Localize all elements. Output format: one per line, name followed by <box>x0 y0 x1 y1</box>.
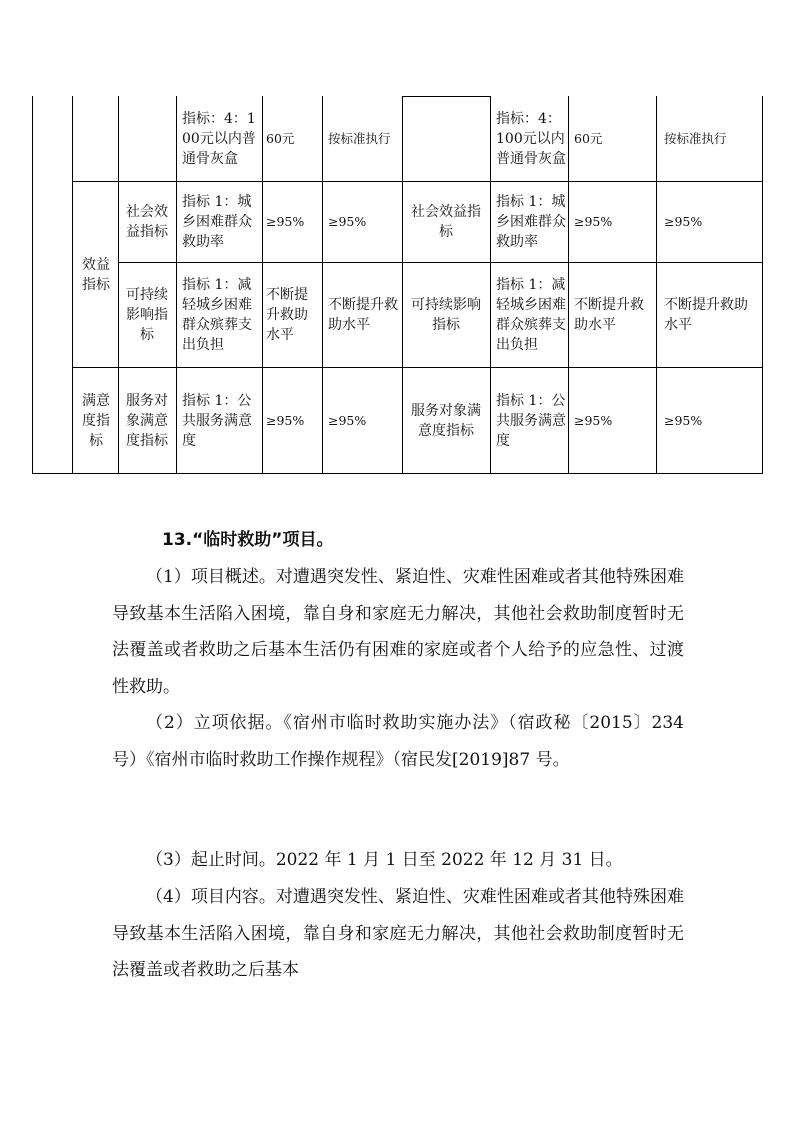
standard-value: 按标准执行 <box>664 131 727 146</box>
table-cell <box>328 182 398 262</box>
table-cell <box>664 368 760 473</box>
table-cell <box>664 182 760 262</box>
category-label: 效益指标 <box>82 256 110 293</box>
table-divider <box>322 96 323 474</box>
table-cell <box>574 263 654 367</box>
table-cell <box>266 98 320 180</box>
paragraph-period: （3）起止时间。2022 年 1 月 1 日至 2022 年 12 月 31 日。 <box>146 850 623 870</box>
table-rule <box>402 96 490 97</box>
paragraph-basis: （2）立项依据。《宿州市临时救助实施办法》（宿政秘〔2015〕234 号）《宿州市临时救助工作操作规程》（宿民发[2019]87 号。 <box>112 713 684 770</box>
table-cell <box>496 368 566 473</box>
table-cell <box>122 368 172 473</box>
table-cell <box>408 263 484 367</box>
standard-value: ≥95% <box>328 412 367 428</box>
table-cell <box>328 368 398 473</box>
subcategory-label: 社会效益指标 <box>126 204 168 240</box>
indicator-text: 指标 1：城乡困难群众救助率 <box>496 194 566 250</box>
indicator-text: 指标 1：减轻城乡困难群众殡葬支出负担 <box>496 277 566 353</box>
paragraph-overview: （1）项目概述。对遭遇突发性、紧迫性、灾难性困难或者其他特殊困难导致基本生活陷入困境，靠自身和家庭无力解决，其他社会救助制度暂时无法覆盖或者救助之后基本生活仍有困难的家庭或者个人给予的应急性、过渡性救助。 <box>112 567 684 697</box>
table-cell <box>76 368 116 473</box>
subcategory-label: 社会效益指标 <box>411 204 481 240</box>
target-value: ≥95% <box>266 412 305 428</box>
table-cell <box>266 368 320 473</box>
table-cell <box>266 182 320 262</box>
table-divider <box>118 96 119 474</box>
table-cell <box>122 182 172 262</box>
indicator-table <box>0 0 793 474</box>
standard-value: ≥95% <box>328 214 367 229</box>
target-value: 不断提升救助水平 <box>574 297 644 333</box>
section-heading: 13.“临时救助”项目。 <box>162 530 334 550</box>
table-border-right <box>762 96 763 474</box>
table-divider <box>262 96 263 474</box>
table-divider <box>490 96 491 474</box>
table-divider <box>568 96 569 474</box>
table-cell <box>328 263 398 367</box>
target-value: 不断提升救助水平 <box>266 287 308 343</box>
standard-value: 不断提升救助水平 <box>664 297 748 333</box>
table-cell <box>496 98 566 180</box>
table-cell <box>496 263 566 367</box>
table-divider <box>656 96 657 474</box>
indicator-text: 指标 1：公共服务满意度 <box>496 392 566 449</box>
table-cell <box>664 98 760 180</box>
standard-value: ≥95% <box>664 214 703 229</box>
subcategory-label: 服务对象满意度指标 <box>126 392 168 449</box>
target-value: ≥95% <box>574 412 613 428</box>
table-cell <box>182 98 258 180</box>
table-cell <box>574 182 654 262</box>
table-cell <box>408 368 484 473</box>
subcategory-label: 可持续影响指标 <box>126 287 168 343</box>
table-divider <box>176 96 177 474</box>
table-divider <box>402 96 403 474</box>
indicator-text: 指标 1：减轻城乡困难群众殡葬支出负担 <box>182 277 252 353</box>
subcategory-label: 可持续影响指标 <box>411 297 481 333</box>
target-value: 60元 <box>574 131 603 146</box>
table-cell <box>574 368 654 473</box>
standard-value: 按标准执行 <box>328 131 391 146</box>
table-border-bottom <box>32 473 762 474</box>
target-value: ≥95% <box>574 214 613 229</box>
target-value: 60元 <box>266 131 295 146</box>
table-cell <box>408 182 484 262</box>
table-cell <box>182 368 258 473</box>
indicator-text: 指标 1：城乡困难群众救助率 <box>182 194 252 250</box>
standard-value: 不断提升救助水平 <box>328 297 398 333</box>
table-cell <box>76 182 116 367</box>
indicator-text: 指标：4：100元以内普通骨灰盒 <box>496 111 566 167</box>
indicator-text: 指标 1：公共服务满意度 <box>182 392 252 449</box>
paragraph-content: （4）项目内容。对遭遇突发性、紧迫性、灾难性困难或者其他特殊困难导致基本生活陷入困境，靠自身和家庭无力解决，其他社会救助制度暂时无法覆盖或者救助之后基本 <box>112 887 684 980</box>
table-cell <box>266 263 320 367</box>
table-cell <box>574 98 654 180</box>
table-cell <box>182 182 258 262</box>
table-cell <box>496 182 566 262</box>
indicator-text: 指标：4：100元以内普通骨灰盒 <box>182 111 256 167</box>
target-value: ≥95% <box>266 214 305 229</box>
category-label: 满意度指标 <box>82 392 110 449</box>
table-cell <box>328 98 398 180</box>
subcategory-label: 服务对象满意度指标 <box>411 402 481 439</box>
table-divider <box>72 96 73 474</box>
table-cell <box>122 263 172 367</box>
table-cell <box>664 263 760 367</box>
standard-value: ≥95% <box>664 412 703 428</box>
table-cell <box>182 263 258 367</box>
table-border-left <box>32 96 33 474</box>
